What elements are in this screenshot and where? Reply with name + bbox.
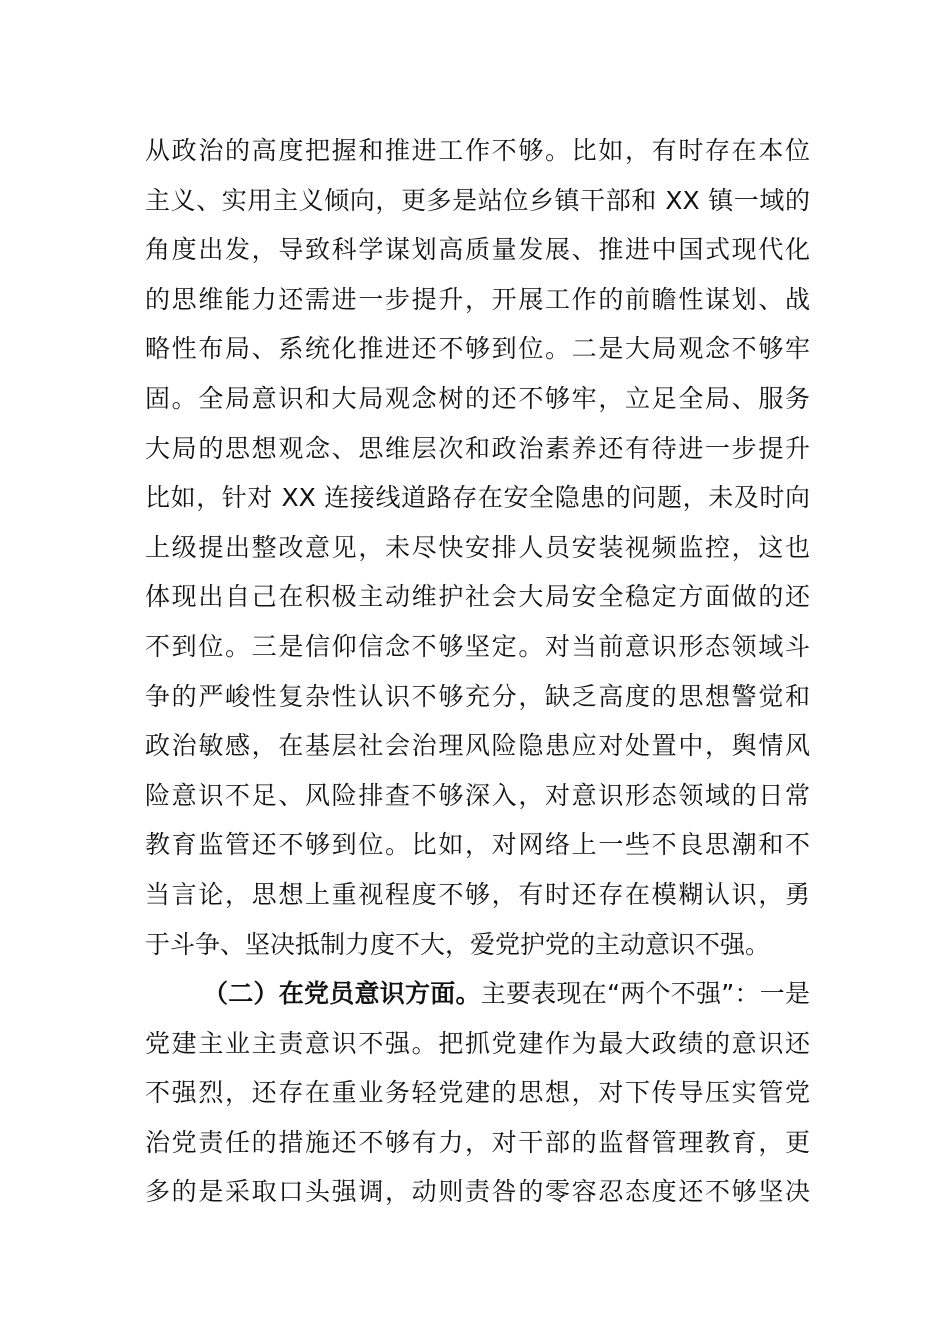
text-line-6: 固。全局意识和大局观念树的还不够牢，立足全局、服务 bbox=[145, 383, 810, 413]
text-line-10: 体现出自己在积极主动维护社会大局安全稳定方面做的还 bbox=[145, 582, 810, 612]
text-line-1: 从政治的高度把握和推进工作不够。比如，有时存在本位 bbox=[145, 136, 810, 165]
text-line-17: 于斗争、坚决抵制力度不大，爱党护党的主动意识不强。 bbox=[145, 929, 771, 959]
section-line-1: 党建主业主责意识不强。把抓党建作为最大政绩的意识还 bbox=[145, 1028, 810, 1058]
section-line-2: 不强烈，还存在重业务轻党建的思想，对下传导压实管党 bbox=[145, 1078, 810, 1108]
section-heading: （二）在党员意识方面。 bbox=[203, 979, 481, 1009]
body-text bbox=[145, 126, 810, 1217]
text-line-4: 的思维能力还需进一步提升，开展工作的前瞻性谋划、战 bbox=[145, 284, 810, 314]
text-line-15: 教育监管还不够到位。比如，对网络上一些不良思潮和不 bbox=[145, 830, 810, 860]
text-line-8: 比如，针对 XX 连接线道路存在安全隐患的问题，未及时向 bbox=[145, 483, 810, 513]
section-line-4: 多的是采取口头强调，动则责咎的零容忍态度还不够坚决 bbox=[145, 1177, 810, 1207]
text-line-11: 不到位。三是信仰信念不够坚定。对当前意识形态领域斗 bbox=[145, 631, 810, 661]
text-line-5: 略性布局、系统化推进还不够到位。二是大局观念不够牢 bbox=[145, 334, 810, 364]
text-line-13: 政治敏感，在基层社会治理风险隐患应对处置中，舆情风 bbox=[145, 731, 810, 761]
text-line-2: 主义、实用主义倾向，更多是站位乡镇干部和 XX 镇一域的 bbox=[145, 185, 810, 215]
text-line-9: 上级提出整改意见，未尽快安排人员安装视频监控，这也 bbox=[145, 532, 810, 562]
text-line-14: 险意识不足、风险排查不够深入，对意识形态领域的日常 bbox=[145, 780, 810, 810]
text-line-7: 大局的思想观念、思维层次和政治素养还有待进一步提升 bbox=[145, 433, 810, 463]
text-line-3: 角度出发，导致科学谋划高质量发展、推进中国式现代化 bbox=[145, 235, 810, 265]
section-line-3: 治党责任的措施还不够有力，对干部的监督管理教育，更 bbox=[145, 1127, 810, 1157]
section-heading-rest: 主要表现在“两个不强”：一是 bbox=[480, 979, 810, 1009]
text-line-12: 争的严峻性复杂性认识不够充分，缺乏高度的思想警觉和 bbox=[145, 681, 810, 711]
text-line-16: 当言论，思想上重视程度不够，有时还存在模糊认识，勇 bbox=[145, 879, 810, 909]
section-heading-line bbox=[145, 969, 810, 1019]
